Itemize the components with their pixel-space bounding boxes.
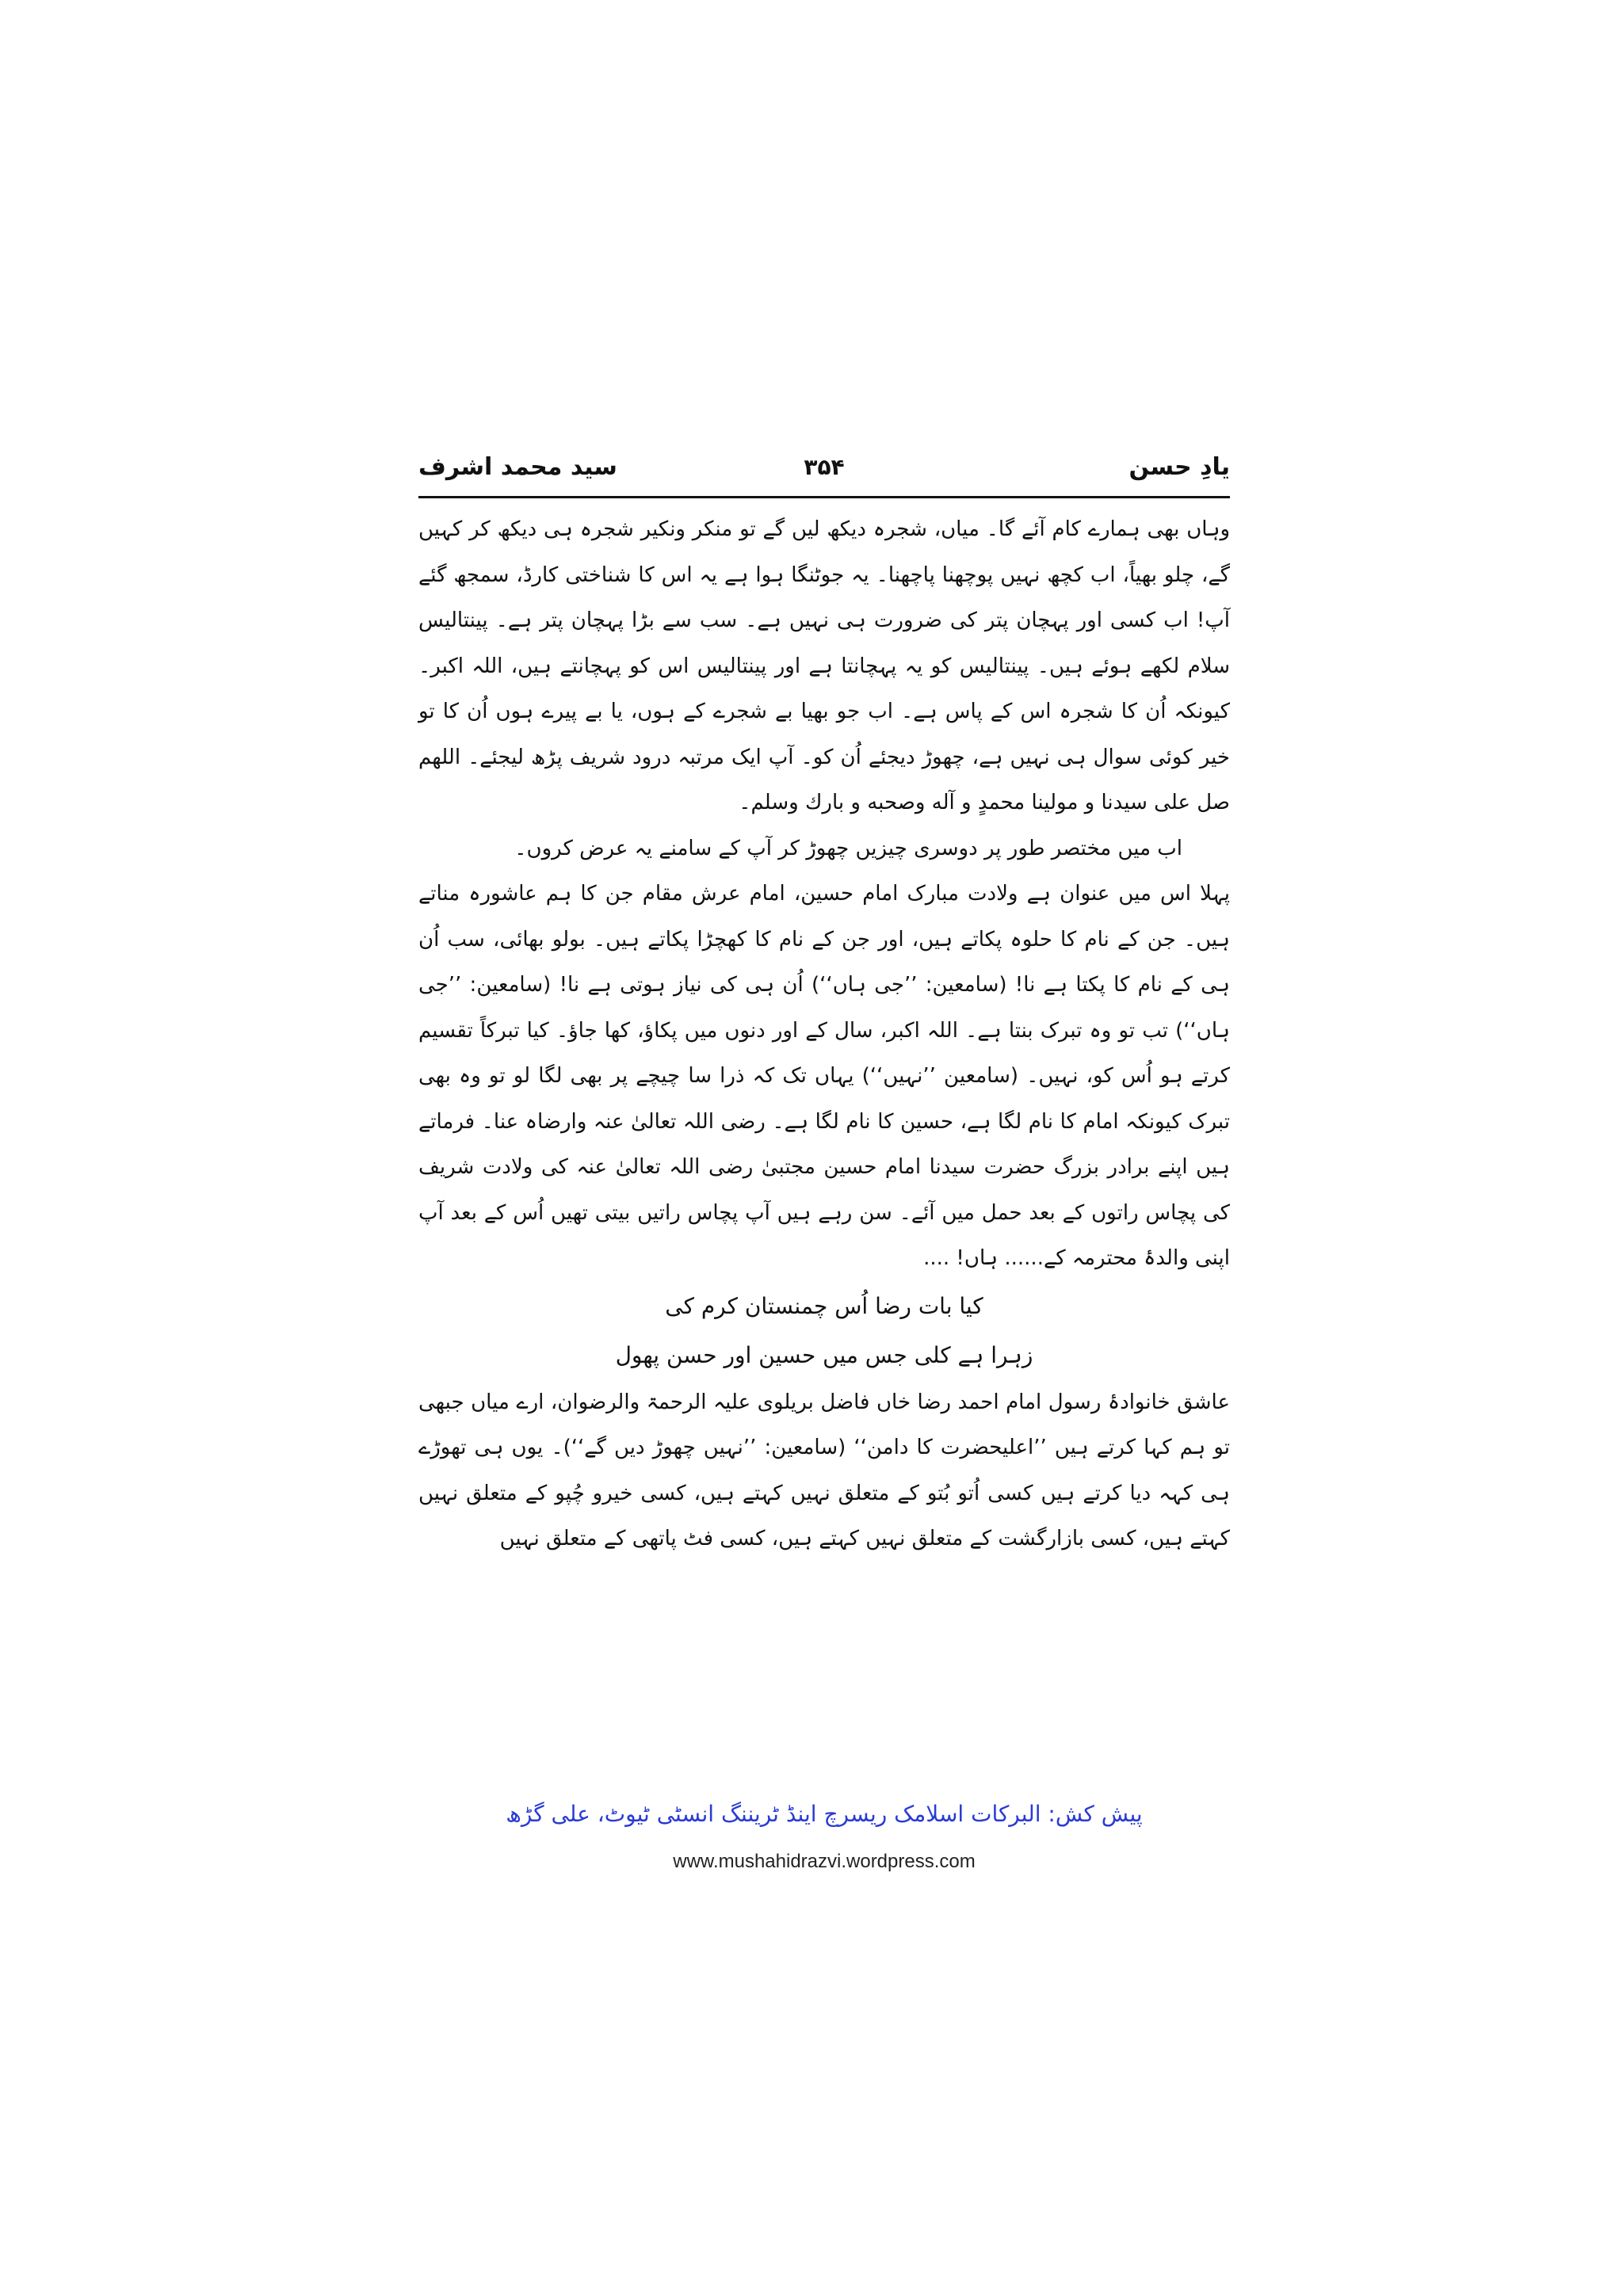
- header-divider: [418, 496, 1230, 498]
- book-title: یادِ حسن: [1128, 453, 1230, 481]
- page-number: ۳۵۴: [804, 454, 845, 480]
- page-header: [418, 444, 1230, 491]
- page-body: [418, 507, 1230, 1562]
- poem-line-1: کیا بات رضا اُس چمنستان کرم کی: [665, 1292, 983, 1319]
- paragraph-4: عاشق خانوادۂ رسول امام احمد رضا خاں فاضل بریلوی علیہ الرحمۃ والرضوان، ارے میاں جبھی تو ہم کہا کرتے ہیں ’’اعلیحضرت کا دامن‘‘ (سامعین: ’’نہیں چھوڑ دیں گے‘‘)۔ یوں ہی تھوڑے ہی کہہ دیا کرتے ہیں کسی اُتو بُتو کے متعلق نہیں کہتے ہیں، کسی خیرو چُپو کے متعلق نہیں کہتے ہیں، کسی بازارگشت کے متعلق نہیں کہتے ہیں، کسی فٹ پاتھی کے متعلق نہیں: [418, 1390, 1230, 1550]
- publisher-credit: پیش کش: البرکات اسلامک ریسرچ اینڈ ٹریننگ انسٹی ٹیوٹ، علی گڑھ: [506, 1801, 1143, 1827]
- author-name: سید محمد اشرف: [418, 453, 617, 481]
- website-url[interactable]: www.mushahidrazvi.wordpress.com: [673, 1851, 976, 1872]
- paragraph-1: وہاں بھی ہمارے کام آئے گا۔ میاں، شجرہ دیکھ لیں گے تو منکر ونکیر شجرہ ہی دیکھ کر کہیں گے، چلو بھیاً، اب کچھ نہیں پوچھنا پاچھنا۔ یہ جوٹنگا ہوا ہے یہ اس کا شناختی کارڈ، سمجھ گئے آپ! اب کسی اور پہچان پتر کی ضرورت ہی نہیں ہے۔ سب سے بڑا پہچان پتر ہے۔ پینتالیس سلام لکھے ہوئے ہیں۔ پینتالیس کو یہ پہچانتا ہے اور پینتالیس اس کو پہچانتے ہیں، اللہ اکبر۔ کیونکہ اُن کا شجرہ اس کے پاس ہے۔ اب جو بھیا بے شجرے کے ہوں، یا بے پیرے ہوں اُن کا تو خیر کوئی سوال ہی نہیں ہے، چھوڑ دیجئے اُن کو۔ آپ ایک مرتبہ درود شریف پڑھ لیجئے۔ اللھم صل علی سیدنا و مولینا محمدٍ و آله وصحبه و بارك وسلم۔: [418, 517, 1230, 814]
- paragraph-2: اب میں مختصر طور پر دوسری چیزیں چھوڑ کر آپ کے سامنے یہ عرض کروں۔: [514, 836, 1182, 860]
- poem-line-2: زہرا ہے کلی جس میں حسین اور حسن پھول: [615, 1341, 1033, 1368]
- paragraph-3: پہلا اس میں عنوان ہے ولادت مبارک امام حسین، امام عرش مقام جن کا ہم عاشورہ مناتے ہیں۔ جن کے نام کا حلوہ پکاتے ہیں، اور جن کے نام کا کھچڑا پکاتے ہیں۔ بولو بھائی، سب اُن ہی کے نام کا پکتا ہے نا! (سامعین: ’’جی ہاں‘‘) اُن ہی کی نیاز ہوتی ہے نا! (سامعین: ’’جی ہاں‘‘) تب تو وہ تبرک بنتا ہے۔ اللہ اکبر، سال کے اور دنوں میں پکاؤ، کھا جاؤ۔ کیا تبرکاً تقسیم کرتے ہو اُس کو، نہیں۔ (سامعین ’’نہیں‘‘) یہاں تک کہ ذرا سا چیچے پر بھی لگا لو تو وہ بھی تبرک کیونکہ امام کا نام لگا ہے، حسین کا نام لگا ہے۔ رضی اللہ تعالیٰ عنہ وارضاہ عنا۔ فرماتے ہیں اپنے برادر بزرگ حضرت سیدنا امام حسین مجتبیٰ رضی اللہ تعالیٰ عنہ کی ولادت شریف کی پچاس راتوں کے بعد حمل میں آئے۔ سن رہے ہیں آپ پچاس راتیں بیتی تھیں اُس کے بعد آپ اپنی والدۂ محترمہ کے...... ہاں! ....: [418, 882, 1230, 1270]
